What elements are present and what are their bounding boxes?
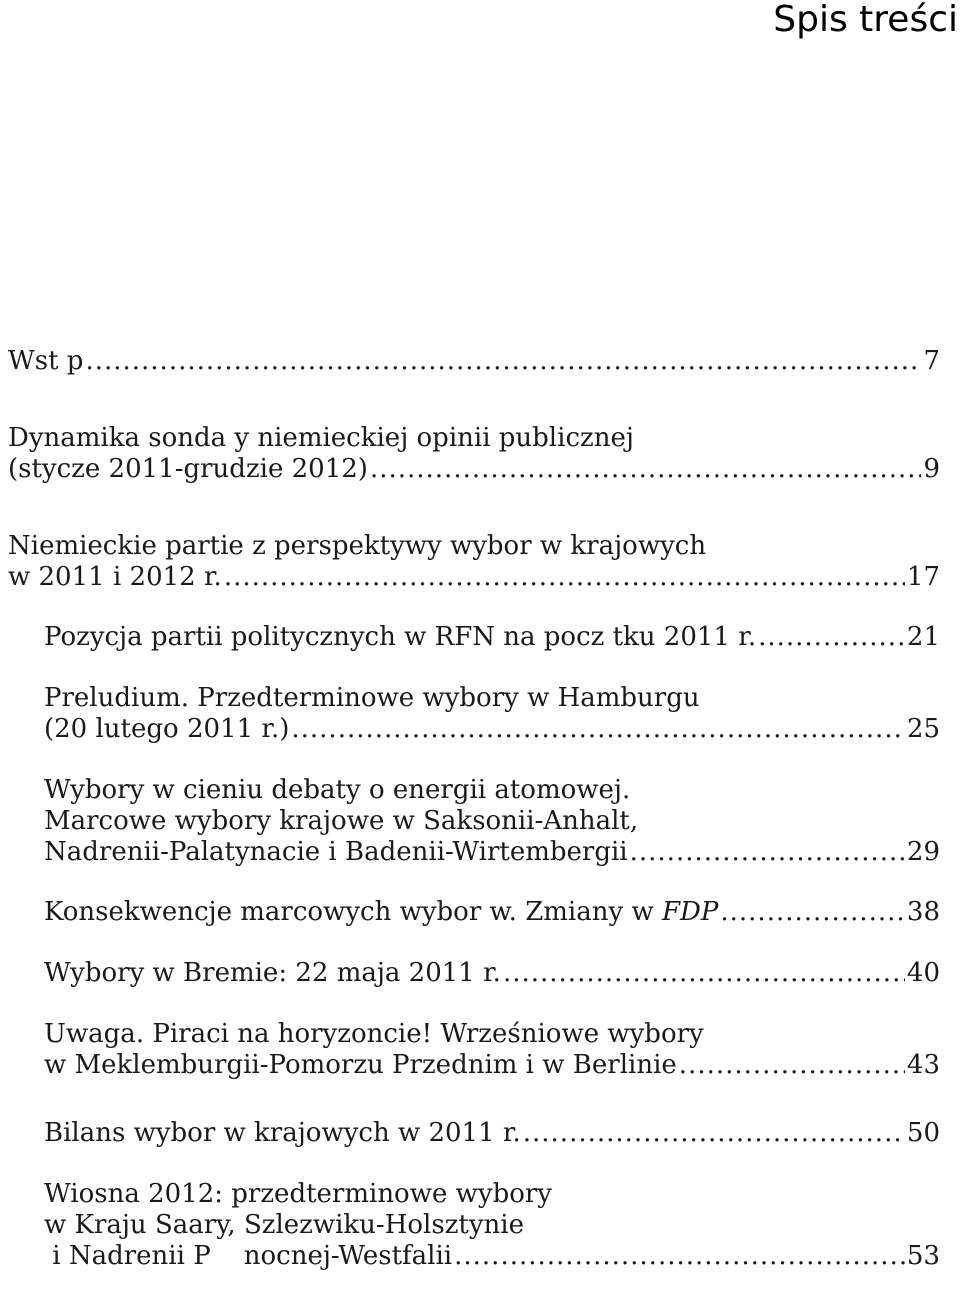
toc-entry-title: Uwaga. Piraci na horyzoncie! Wrześniowe wybory — [44, 1019, 704, 1049]
toc-entry-konsekwencje[interactable] — [44, 897, 940, 928]
toc-entry-title-cont: Nadrenii-Palatynacie i Badenii-Wirtembergii — [44, 837, 628, 867]
dot-leader — [503, 958, 905, 989]
dot-leader — [630, 837, 905, 868]
toc-entry-title-cont: (20 lutego 2011 r.) — [44, 714, 290, 744]
toc-entry-atomowa[interactable] — [44, 775, 940, 868]
toc-entry-title: Pozycja partii politycznych w RFN na pocz tku 2011 r. — [44, 622, 757, 652]
dot-leader — [85, 346, 921, 377]
toc-entry-uwaga[interactable] — [44, 1019, 940, 1081]
page-title: Spis treści — [773, 0, 958, 40]
toc-entry-title-cont: i Nadrenii P nocnej-Westfalii — [44, 1241, 453, 1271]
toc-entry-title: Bilans wybor w krajowych w 2011 r. — [44, 1118, 521, 1148]
toc-entry-title-italic: FDP — [661, 897, 719, 927]
toc-entry-title-cont: (stycze 2011-grudzie 2012) — [8, 454, 368, 484]
toc-entry-title: Preludium. Przedterminowe wybory w Hamburgu — [44, 683, 700, 713]
toc-page-number: 25 — [906, 714, 940, 744]
toc-entry-title: Dynamika sonda y niemieckiej opinii publicznej — [8, 423, 634, 453]
toc-entry-title: Wybory w cieniu debaty o energii atomowej. — [44, 775, 631, 805]
dot-leader — [679, 1050, 905, 1081]
toc-page-number: 50 — [906, 1118, 940, 1148]
dot-leader — [370, 454, 922, 485]
toc-entry-title-cont: w Kraju Saary, Szlezwiku-Holsztynie — [44, 1210, 524, 1240]
toc-page-number: 40 — [906, 958, 940, 988]
toc-entry-title — [44, 897, 718, 928]
toc-entry-partie[interactable] — [8, 531, 940, 593]
toc-entry-title-cont: w 2011 i 2012 r. — [8, 562, 222, 592]
toc-page-number: 53 — [906, 1241, 940, 1271]
dot-leader — [454, 1241, 905, 1272]
toc-entry-dynamika[interactable] — [8, 423, 940, 485]
toc-page-number: 38 — [906, 897, 940, 927]
toc-entry-title: Wybory w Bremie: 22 maja 2011 r. — [44, 958, 501, 988]
toc-entry-bilans[interactable] — [44, 1118, 940, 1149]
dot-leader — [758, 622, 905, 653]
toc-page-number: 29 — [906, 837, 940, 867]
dot-leader — [523, 1118, 905, 1149]
toc-page-number: 21 — [906, 622, 940, 652]
toc-entry-preludium[interactable] — [44, 683, 940, 745]
toc-entry-title-cont: Marcowe wybory krajowe w Saksonii-Anhalt, — [44, 806, 639, 836]
toc-page-number: 43 — [906, 1050, 940, 1080]
dot-leader — [291, 714, 905, 745]
toc-entry-title-text: Konsekwencje marcowych wybor w. Zmiany w — [44, 897, 662, 927]
toc-entry-title-cont: w Meklemburgii-Pomorzu Przednim i w Berlinie — [44, 1050, 677, 1080]
toc-page-number: 17 — [906, 562, 940, 592]
dot-leader — [720, 897, 905, 928]
table-of-contents — [0, 346, 960, 1272]
toc-entry-title: Wst p — [8, 346, 84, 376]
toc-entry-wstep[interactable] — [8, 346, 940, 377]
toc-entry-wiosna[interactable] — [44, 1179, 940, 1272]
toc-entry-pozycja[interactable] — [44, 622, 940, 653]
dot-leader — [224, 562, 905, 593]
toc-entry-title: Niemieckie partie z perspektywy wybor w krajowych — [8, 531, 707, 561]
toc-page-number: 9 — [923, 454, 940, 484]
toc-entry-bremie[interactable] — [44, 958, 940, 989]
toc-entry-title: Wiosna 2012: przedterminowe wybory — [44, 1179, 552, 1209]
toc-page-number: 7 — [923, 346, 940, 376]
